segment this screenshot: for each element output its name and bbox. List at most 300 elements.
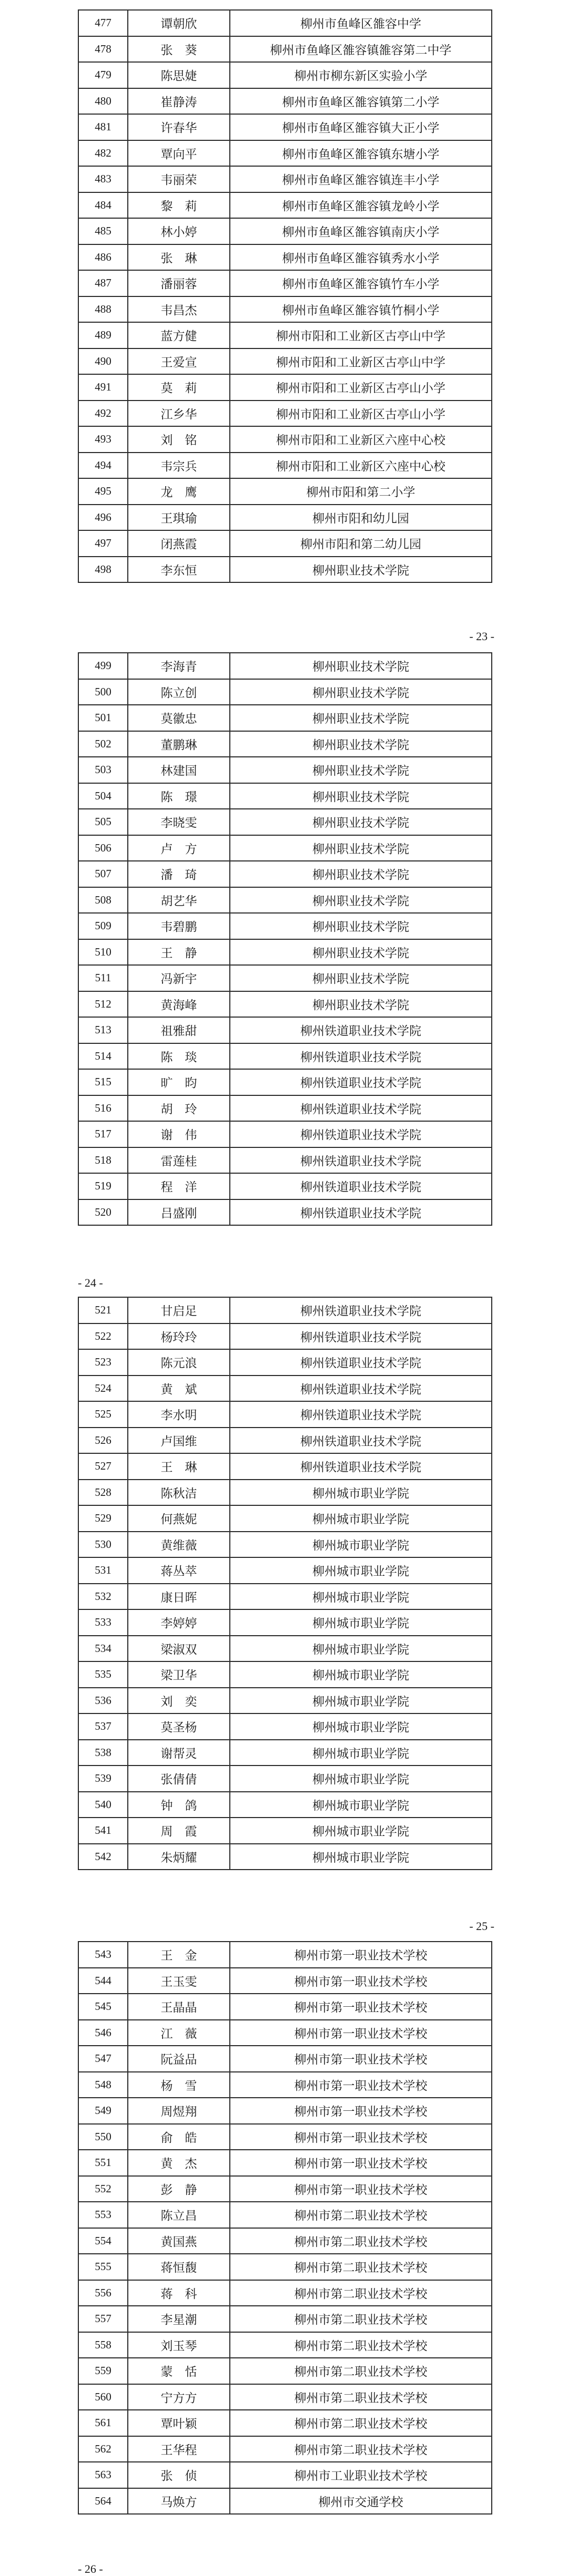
row-number: 496 (78, 505, 128, 531)
row-number: 494 (78, 453, 128, 479)
row-number: 524 (78, 1376, 128, 1402)
school-name: 柳州职业技术学院 (230, 913, 492, 939)
person-name: 韦碧鹏 (128, 913, 230, 939)
row-number: 521 (78, 1297, 128, 1323)
person-name: 林小婷 (128, 218, 230, 244)
person-name: 王 琳 (128, 1453, 230, 1480)
row-number: 552 (78, 2176, 128, 2202)
table-row (78, 2358, 492, 2384)
row-number: 479 (78, 62, 128, 88)
school-name: 柳州职业技术学院 (230, 965, 492, 991)
person-name: 谢 伟 (128, 1121, 230, 1147)
page-number: - 23 - (469, 630, 494, 643)
table-row (78, 244, 492, 271)
school-name: 柳州职业技术学院 (230, 991, 492, 1018)
person-name: 胡艺华 (128, 887, 230, 914)
person-name: 陈 琰 (128, 1043, 230, 1070)
row-number: 551 (78, 2150, 128, 2176)
person-name: 卢 方 (128, 835, 230, 861)
person-name: 蒋丛萃 (128, 1557, 230, 1584)
school-name: 柳州市第二职业技术学校 (230, 2384, 492, 2410)
school-name: 柳州市第一职业技术学校 (230, 1942, 492, 1968)
table-row (78, 2098, 492, 2124)
roster-table (78, 9, 492, 583)
person-name: 覃叶颖 (128, 2410, 230, 2436)
school-name: 柳州职业技术学院 (230, 861, 492, 887)
table-row (78, 1121, 492, 1147)
row-number: 556 (78, 2280, 128, 2306)
person-name: 胡 玲 (128, 1095, 230, 1122)
row-number: 529 (78, 1505, 128, 1532)
row-number: 539 (78, 1766, 128, 1792)
row-number: 481 (78, 114, 128, 140)
person-name: 黄 斌 (128, 1376, 230, 1402)
school-name: 柳州市阳和工业新区六座中心校 (230, 426, 492, 453)
row-number: 491 (78, 374, 128, 401)
table-row (78, 2020, 492, 2046)
table-row (78, 478, 492, 505)
person-name: 王爱宣 (128, 348, 230, 375)
row-number: 562 (78, 2436, 128, 2462)
school-name: 柳州铁道职业技术学院 (230, 1173, 492, 1199)
person-name: 马焕方 (128, 2488, 230, 2515)
table-row (78, 2436, 492, 2462)
person-name: 覃向平 (128, 140, 230, 167)
row-number: 522 (78, 1323, 128, 1350)
page-number: - 24 - (78, 1276, 103, 1289)
school-name: 柳州铁道职业技术学院 (230, 1297, 492, 1323)
table-row (78, 965, 492, 991)
table-row (78, 835, 492, 861)
person-name: 雷莲桂 (128, 1147, 230, 1174)
table-row (78, 2384, 492, 2410)
row-number: 554 (78, 2228, 128, 2254)
table-row (78, 1818, 492, 1844)
row-number: 487 (78, 270, 128, 296)
row-number: 531 (78, 1557, 128, 1584)
school-name: 柳州铁道职业技术学院 (230, 1069, 492, 1095)
table-row (78, 2072, 492, 2098)
row-number: 486 (78, 244, 128, 271)
person-name: 宁方方 (128, 2384, 230, 2410)
table-row (78, 1792, 492, 1818)
school-name: 柳州市阳和工业新区古亭山中学 (230, 322, 492, 348)
row-number: 540 (78, 1792, 128, 1818)
school-name: 柳州城市职业学院 (230, 1713, 492, 1740)
person-name: 潘 琦 (128, 861, 230, 887)
school-name: 柳州城市职业学院 (230, 1792, 492, 1818)
table-row (78, 1401, 492, 1428)
table-row (78, 1766, 492, 1792)
table-row (78, 1428, 492, 1454)
row-number: 526 (78, 1428, 128, 1454)
table-row (78, 192, 492, 219)
table-row (78, 2306, 492, 2332)
person-name: 俞 皓 (128, 2124, 230, 2150)
row-number: 549 (78, 2098, 128, 2124)
person-name: 周煜翔 (128, 2098, 230, 2124)
table-row (78, 426, 492, 453)
person-name: 莫 莉 (128, 374, 230, 401)
school-name: 柳州职业技术学院 (230, 705, 492, 731)
school-name: 柳州市阳和工业新区古亭山小学 (230, 401, 492, 427)
row-number: 501 (78, 705, 128, 731)
row-number: 542 (78, 1844, 128, 1870)
table-row (78, 2462, 492, 2488)
row-number: 535 (78, 1661, 128, 1688)
table-row (78, 2410, 492, 2436)
school-name: 柳州职业技术学院 (230, 887, 492, 914)
person-name: 旷 昀 (128, 1069, 230, 1095)
table-row (78, 2176, 492, 2202)
school-name: 柳州市阳和第二小学 (230, 478, 492, 505)
person-name: 张 葵 (128, 36, 230, 63)
person-name: 王玉雯 (128, 1968, 230, 1994)
school-name: 柳州城市职业学院 (230, 1532, 492, 1558)
row-number: 518 (78, 1147, 128, 1174)
school-name: 柳州市第一职业技术学校 (230, 2046, 492, 2072)
person-name: 康日晖 (128, 1584, 230, 1610)
row-number: 516 (78, 1095, 128, 1122)
row-number: 506 (78, 835, 128, 861)
table-row (78, 2254, 492, 2280)
school-name: 柳州铁道职业技术学院 (230, 1043, 492, 1070)
row-number: 498 (78, 557, 128, 583)
school-name: 柳州市鱼峰区雒容镇连丰小学 (230, 166, 492, 192)
table-row (78, 1173, 492, 1199)
person-name: 莫徽忠 (128, 705, 230, 731)
table-row (78, 757, 492, 783)
table-row (78, 218, 492, 244)
school-name: 柳州市第二职业技术学校 (230, 2280, 492, 2306)
row-number: 492 (78, 401, 128, 427)
school-name: 柳州铁道职业技术学院 (230, 1147, 492, 1174)
table-row (78, 1688, 492, 1714)
school-name: 柳州市第一职业技术学校 (230, 2020, 492, 2046)
row-number: 482 (78, 140, 128, 167)
person-name: 龙 鹰 (128, 478, 230, 505)
row-number: 555 (78, 2254, 128, 2280)
school-name: 柳州市柳东新区实验小学 (230, 62, 492, 88)
person-name: 谭朝欣 (128, 10, 230, 36)
table-row (78, 2202, 492, 2228)
person-name: 王华程 (128, 2436, 230, 2462)
row-number: 500 (78, 679, 128, 705)
row-number: 480 (78, 88, 128, 115)
table-row (78, 1199, 492, 1226)
table-row (78, 1453, 492, 1480)
row-number: 519 (78, 1173, 128, 1199)
table-row (78, 270, 492, 296)
person-name: 江 薇 (128, 2020, 230, 2046)
row-number: 541 (78, 1818, 128, 1844)
school-name: 柳州铁道职业技术学院 (230, 1199, 492, 1226)
table-row (78, 1557, 492, 1584)
person-name: 韦丽荣 (128, 166, 230, 192)
table-row (78, 1147, 492, 1174)
row-number: 483 (78, 166, 128, 192)
table-row (78, 1994, 492, 2020)
row-number: 532 (78, 1584, 128, 1610)
school-name: 柳州铁道职业技术学院 (230, 1323, 492, 1350)
table-row (78, 1376, 492, 1402)
person-name: 陈元浪 (128, 1349, 230, 1376)
person-name: 张倩倩 (128, 1766, 230, 1792)
school-name: 柳州铁道职业技术学院 (230, 1453, 492, 1480)
school-name: 柳州市第一职业技术学校 (230, 2176, 492, 2202)
school-name: 柳州铁道职业技术学院 (230, 1095, 492, 1122)
table-row (78, 166, 492, 192)
table-row (78, 1505, 492, 1532)
person-name: 杨玲玲 (128, 1323, 230, 1350)
person-name: 黄国燕 (128, 2228, 230, 2254)
person-name: 蒙 恬 (128, 2358, 230, 2384)
school-name: 柳州城市职业学院 (230, 1661, 492, 1688)
person-name: 李星潮 (128, 2306, 230, 2332)
row-number: 559 (78, 2358, 128, 2384)
row-number: 564 (78, 2488, 128, 2515)
person-name: 陈 璟 (128, 783, 230, 809)
person-name: 黎 莉 (128, 192, 230, 219)
school-name: 柳州城市职业学院 (230, 1688, 492, 1714)
person-name: 冯新宇 (128, 965, 230, 991)
table-row (78, 679, 492, 705)
row-number: 548 (78, 2072, 128, 2098)
table-row (78, 887, 492, 914)
row-number: 495 (78, 478, 128, 505)
table-row (78, 731, 492, 757)
table-row (78, 1636, 492, 1662)
table-row (78, 653, 492, 679)
row-number: 523 (78, 1349, 128, 1376)
table-row (78, 62, 492, 88)
row-number: 533 (78, 1609, 128, 1636)
roster-table (78, 1941, 492, 2515)
person-name: 钟 鸽 (128, 1792, 230, 1818)
table-row (78, 1069, 492, 1095)
school-name: 柳州市鱼峰区雒容中学 (230, 10, 492, 36)
table-row (78, 505, 492, 531)
person-name: 李东恒 (128, 557, 230, 583)
row-number: 561 (78, 2410, 128, 2436)
table-row (78, 401, 492, 427)
table-row (78, 348, 492, 375)
person-name: 张 琳 (128, 244, 230, 271)
row-number: 490 (78, 348, 128, 375)
row-number: 504 (78, 783, 128, 809)
person-name: 蒋恒馥 (128, 2254, 230, 2280)
school-name: 柳州城市职业学院 (230, 1740, 492, 1766)
person-name: 莫圣杨 (128, 1713, 230, 1740)
person-name: 陈立创 (128, 679, 230, 705)
school-name: 柳州城市职业学院 (230, 1505, 492, 1532)
school-name: 柳州城市职业学院 (230, 1584, 492, 1610)
school-name: 柳州职业技术学院 (230, 809, 492, 835)
row-number: 505 (78, 809, 128, 835)
row-number: 513 (78, 1017, 128, 1043)
person-name: 蒋 科 (128, 2280, 230, 2306)
row-number: 510 (78, 939, 128, 966)
school-name: 柳州市第二职业技术学校 (230, 2228, 492, 2254)
table-row (78, 861, 492, 887)
school-name: 柳州市第一职业技术学校 (230, 2072, 492, 2098)
school-name: 柳州市第一职业技术学校 (230, 1968, 492, 1994)
person-name: 朱炳耀 (128, 1844, 230, 1870)
person-name: 王琪瑜 (128, 505, 230, 531)
row-number: 560 (78, 2384, 128, 2410)
person-name: 黄维薇 (128, 1532, 230, 1558)
table-row (78, 1661, 492, 1688)
school-name: 柳州职业技术学院 (230, 757, 492, 783)
person-name: 董鹏琳 (128, 731, 230, 757)
table-row (78, 1740, 492, 1766)
person-name: 黄 杰 (128, 2150, 230, 2176)
school-name: 柳州市阳和工业新区六座中心校 (230, 453, 492, 479)
school-name: 柳州市阳和第二幼儿园 (230, 530, 492, 557)
table-row (78, 1095, 492, 1122)
person-name: 刘 奕 (128, 1688, 230, 1714)
table-row (78, 809, 492, 835)
row-number: 553 (78, 2202, 128, 2228)
row-number: 503 (78, 757, 128, 783)
row-number: 515 (78, 1069, 128, 1095)
row-number: 512 (78, 991, 128, 1018)
school-name: 柳州职业技术学院 (230, 653, 492, 679)
school-name: 柳州市第二职业技术学校 (230, 2202, 492, 2228)
row-number: 493 (78, 426, 128, 453)
school-name: 柳州职业技术学院 (230, 939, 492, 966)
school-name: 柳州市鱼峰区雒容镇秀水小学 (230, 244, 492, 271)
table-row (78, 1609, 492, 1636)
school-name: 柳州城市职业学院 (230, 1844, 492, 1870)
table-row (78, 2046, 492, 2072)
school-name: 柳州市鱼峰区雒容镇龙岭小学 (230, 192, 492, 219)
person-name: 陈思婕 (128, 62, 230, 88)
row-number: 484 (78, 192, 128, 219)
school-name: 柳州市鱼峰区雒容镇大正小学 (230, 114, 492, 140)
school-name: 柳州城市职业学院 (230, 1636, 492, 1662)
person-name: 黄海峰 (128, 991, 230, 1018)
person-name: 陈立昌 (128, 2202, 230, 2228)
row-number: 477 (78, 10, 128, 36)
row-number: 502 (78, 731, 128, 757)
row-number: 545 (78, 1994, 128, 2020)
table-row (78, 1713, 492, 1740)
school-name: 柳州城市职业学院 (230, 1766, 492, 1792)
row-number: 557 (78, 2306, 128, 2332)
row-number: 558 (78, 2332, 128, 2358)
person-name: 程 洋 (128, 1173, 230, 1199)
page-number: - 25 - (469, 1920, 494, 1933)
table-row (78, 530, 492, 557)
person-name: 梁淑双 (128, 1636, 230, 1662)
person-name: 彭 静 (128, 2176, 230, 2202)
school-name: 柳州市鱼峰区雒容镇第二小学 (230, 88, 492, 115)
row-number: 509 (78, 913, 128, 939)
person-name: 李水明 (128, 1401, 230, 1428)
table-row (78, 1942, 492, 1968)
person-name: 张 侦 (128, 2462, 230, 2488)
school-name: 柳州市第二职业技术学校 (230, 2254, 492, 2280)
person-name: 杨 雪 (128, 2072, 230, 2098)
person-name: 蓝方健 (128, 322, 230, 348)
table-row (78, 296, 492, 323)
school-name: 柳州职业技术学院 (230, 835, 492, 861)
school-name: 柳州城市职业学院 (230, 1609, 492, 1636)
row-number: 530 (78, 1532, 128, 1558)
person-name: 刘 铭 (128, 426, 230, 453)
school-name: 柳州铁道职业技术学院 (230, 1121, 492, 1147)
row-number: 485 (78, 218, 128, 244)
row-number: 550 (78, 2124, 128, 2150)
row-number: 508 (78, 887, 128, 914)
row-number: 547 (78, 2046, 128, 2072)
row-number: 517 (78, 1121, 128, 1147)
row-number: 534 (78, 1636, 128, 1662)
table-row (78, 557, 492, 583)
person-name: 林建国 (128, 757, 230, 783)
person-name: 闭燕霞 (128, 530, 230, 557)
person-name: 李晓雯 (128, 809, 230, 835)
row-number: 520 (78, 1199, 128, 1226)
school-name: 柳州职业技术学院 (230, 731, 492, 757)
school-name: 柳州铁道职业技术学院 (230, 1376, 492, 1402)
person-name: 阮益品 (128, 2046, 230, 2072)
school-name: 柳州市第一职业技术学校 (230, 2098, 492, 2124)
person-name: 李婷婷 (128, 1609, 230, 1636)
table-row (78, 1017, 492, 1043)
school-name: 柳州职业技术学院 (230, 783, 492, 809)
table-row (78, 1532, 492, 1558)
school-name: 柳州职业技术学院 (230, 679, 492, 705)
school-name: 柳州市第二职业技术学校 (230, 2332, 492, 2358)
school-name: 柳州市第二职业技术学校 (230, 2306, 492, 2332)
table-row (78, 10, 492, 36)
row-number: 543 (78, 1942, 128, 1968)
roster-table (78, 652, 492, 1226)
row-number: 528 (78, 1480, 128, 1506)
table-row (78, 322, 492, 348)
person-name: 卢国维 (128, 1428, 230, 1454)
school-name: 柳州市第二职业技术学校 (230, 2436, 492, 2462)
row-number: 525 (78, 1401, 128, 1428)
person-name: 刘玉琴 (128, 2332, 230, 2358)
table-row (78, 114, 492, 140)
school-name: 柳州市工业职业技术学校 (230, 2462, 492, 2488)
person-name: 梁卫华 (128, 1661, 230, 1688)
school-name: 柳州铁道职业技术学院 (230, 1428, 492, 1454)
person-name: 江乡华 (128, 401, 230, 427)
row-number: 544 (78, 1968, 128, 1994)
row-number: 507 (78, 861, 128, 887)
person-name: 许春华 (128, 114, 230, 140)
row-number: 563 (78, 2462, 128, 2488)
person-name: 韦昌杰 (128, 296, 230, 323)
person-name: 陈秋洁 (128, 1480, 230, 1506)
page-number: - 26 - (78, 2562, 103, 2575)
row-number: 514 (78, 1043, 128, 1070)
table-row (78, 2150, 492, 2176)
school-name: 柳州市鱼峰区雒容镇竹车小学 (230, 270, 492, 296)
row-number: 511 (78, 965, 128, 991)
table-row (78, 2488, 492, 2515)
school-name: 柳州市阳和幼儿园 (230, 505, 492, 531)
row-number: 478 (78, 36, 128, 63)
table-row (78, 36, 492, 63)
table-row (78, 939, 492, 966)
school-name: 柳州职业技术学院 (230, 557, 492, 583)
school-name: 柳州铁道职业技术学院 (230, 1401, 492, 1428)
